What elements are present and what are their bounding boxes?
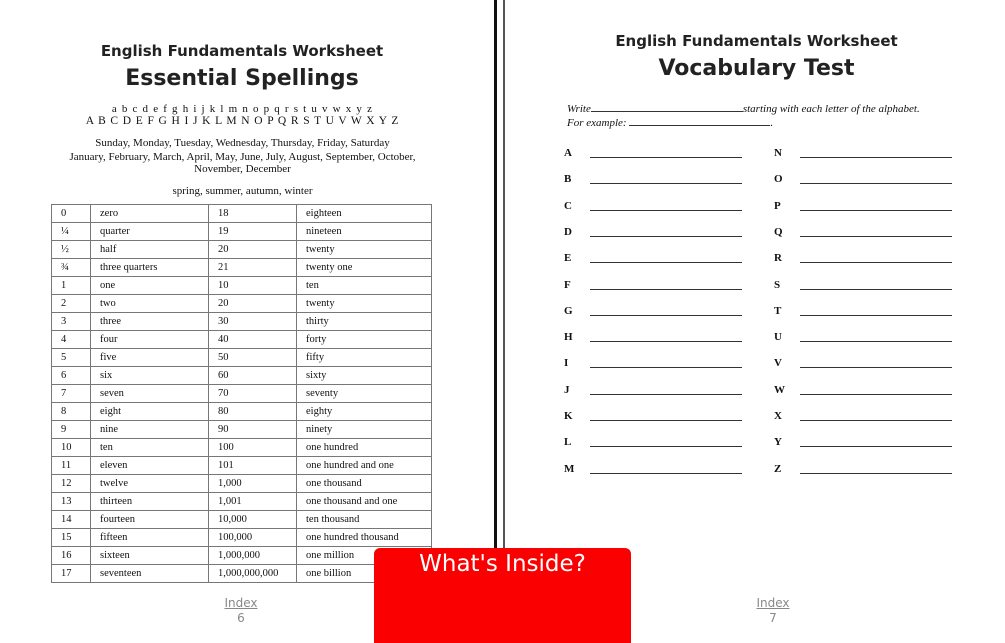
vocab-letter: S [774,278,781,291]
table-cell: twelve [91,475,209,493]
table-cell: 13 [52,493,91,511]
vocab-answer-blank[interactable] [800,236,952,237]
vocab-answer-blank[interactable] [590,210,742,211]
table-cell: 17 [52,565,91,583]
table-cell: 20 [209,295,297,313]
table-cell: 10 [52,439,91,457]
vocab-row [774,384,964,398]
table-cell: thirteen [91,493,209,511]
table-cell: seventeen [91,565,209,583]
vocab-answer-blank[interactable] [590,446,742,447]
table-cell: 10,000 [209,511,297,529]
vocab-letter: F [564,278,571,291]
instruction-line [567,101,920,116]
whats-inside-banner[interactable] [374,548,631,643]
table-cell: one million [297,547,432,565]
table-cell: twenty [297,295,432,313]
page-number: 6 [237,611,245,625]
table-row [52,313,432,331]
vocab-row [774,252,964,266]
table-cell: 19 [209,223,297,241]
example-period: . [770,117,774,129]
table-row [52,259,432,277]
table-row [52,223,432,241]
table-cell: ten thousand [297,511,432,529]
table-row [52,403,432,421]
table-cell: quarter [91,223,209,241]
vocab-letter: Z [774,462,782,475]
vocab-row [564,463,754,477]
table-cell: sixteen [91,547,209,565]
table-cell: ninety [297,421,432,439]
vocab-letter: V [774,357,782,370]
table-cell: forty [297,331,432,349]
table-cell: ten [297,277,432,295]
table-cell: 100 [209,439,297,457]
months-of-year: January, February, March, April, May, June, July, August, September, October, November, December [69,151,416,175]
table-cell: 9 [52,421,91,439]
table-cell: 40 [209,331,297,349]
vocab-answer-blank[interactable] [800,157,952,158]
table-row [52,331,432,349]
table-cell: eight [91,403,209,421]
index-link[interactable]: Index [224,596,258,610]
vocab-row [774,357,964,371]
vocab-letter: T [774,304,782,317]
vocab-answer-blank[interactable] [590,341,742,342]
table-row [52,529,432,547]
table-cell: sixty [297,367,432,385]
vocab-answer-blank[interactable] [590,473,742,474]
vocab-row [774,173,964,187]
table-cell: 90 [209,421,297,439]
vocab-answer-blank[interactable] [590,236,742,237]
vocab-row [564,410,754,424]
vocab-row [774,279,964,293]
vocab-letter: U [774,331,782,344]
table-cell: 3 [52,313,91,331]
vocab-row [564,200,754,214]
table-cell: 12 [52,475,91,493]
seasons: spring, summer, autumn, winter [172,185,313,197]
table-cell: three quarters [91,259,209,277]
vocab-letter: I [564,357,569,370]
table-cell: zero [91,205,209,223]
vocab-letter: N [774,147,782,159]
table-cell: 20 [209,241,297,259]
table-cell: 50 [209,349,297,367]
table-cell: 18 [209,205,297,223]
table-cell: 1,000 [209,475,297,493]
vocab-letter: X [774,410,782,422]
page-number: 7 [769,611,777,625]
instruction-write: Write [567,103,591,115]
vocab-letter: R [774,252,782,265]
table-cell: one thousand [297,475,432,493]
page-footer [743,596,803,626]
table-cell: fifteen [91,529,209,547]
vocab-answer-blank[interactable] [800,210,952,211]
page-heading: Vocabulary Test [658,56,855,81]
table-cell: 7 [52,385,91,403]
table-cell: twenty [297,241,432,259]
table-cell: half [91,241,209,259]
vocab-answer-blank[interactable] [590,262,742,263]
table-row [52,277,432,295]
banner-label: What's Inside? [419,551,586,577]
vocab-answer-blank[interactable] [800,183,952,184]
vocab-row [564,305,754,319]
example-blank [629,115,770,126]
vocab-row [564,252,754,266]
table-cell: 11 [52,457,91,475]
table-row [52,205,432,223]
vocab-letter: W [774,383,785,396]
vocab-letter: Q [774,225,783,238]
table-cell: 15 [52,529,91,547]
table-row [52,385,432,403]
table-cell: one hundred and one [297,457,432,475]
table-cell: 1 [52,277,91,295]
table-cell: 70 [209,385,297,403]
days-of-week: Sunday, Monday, Tuesday, Wednesday, Thursday, Friday, Saturday [95,137,390,149]
table-cell: 10 [209,277,297,295]
vocab-letter: P [774,199,781,212]
table-cell: one hundred thousand [297,529,432,547]
table-cell: ten [91,439,209,457]
left-page [0,0,494,643]
table-row [52,457,432,475]
table-cell: 1,001 [209,493,297,511]
table-cell: 14 [52,511,91,529]
vocab-letter: L [564,436,572,449]
table-cell: seventy [297,385,432,403]
worksheet-series-title: English Fundamentals Worksheet [100,42,384,60]
uppercase-alphabet: A B C D E F G H I J K L M N O P Q R S T U V W X Y Z [85,115,400,127]
table-cell: 0 [52,205,91,223]
page-divider [503,0,505,643]
table-cell: 101 [209,457,297,475]
vocab-row [564,384,754,398]
vocab-answer-blank[interactable] [800,341,952,342]
vocab-answer-blank[interactable] [590,183,742,184]
vocab-answer-blank[interactable] [800,473,952,474]
table-cell: fifty [297,349,432,367]
table-row [52,475,432,493]
vocab-answer-blank[interactable] [800,446,952,447]
vocab-letter: B [564,173,572,186]
table-cell: nineteen [297,223,432,241]
table-cell: 6 [52,367,91,385]
vocab-answer-blank[interactable] [800,262,952,263]
table-cell: ¼ [52,223,91,241]
table-cell: 1,000,000,000 [209,565,297,583]
vocab-row [564,331,754,345]
table-cell: thirty [297,313,432,331]
example-label: For example: [567,117,627,129]
vocab-row [774,305,964,319]
table-cell: 16 [52,547,91,565]
vocab-row [774,226,964,240]
vocab-row [774,410,964,424]
table-cell: twenty one [297,259,432,277]
vocab-answer-blank[interactable] [590,367,742,368]
vocab-row [564,226,754,240]
table-cell: eighteen [297,205,432,223]
vocab-letter: H [564,331,573,344]
vocab-letter: A [564,147,572,159]
table-cell: 100,000 [209,529,297,547]
table-cell: seven [91,385,209,403]
vocab-row [774,147,964,161]
table-cell: 60 [209,367,297,385]
vocab-answer-blank[interactable] [800,315,952,316]
vocab-row [774,200,964,214]
table-cell: ½ [52,241,91,259]
vocab-letter: G [564,304,573,317]
vocab-letter: C [564,199,572,212]
vocab-answer-blank[interactable] [800,394,952,395]
table-row [52,349,432,367]
table-row [52,439,432,457]
instruction-blank [591,101,743,112]
vocab-answer-blank[interactable] [800,289,952,290]
worksheet-series-title: English Fundamentals Worksheet [615,32,898,50]
table-row [52,421,432,439]
table-cell: 30 [209,313,297,331]
table-cell: one billion [297,565,432,583]
table-row [52,241,432,259]
vocab-row [564,436,754,450]
vocab-row [564,279,754,293]
vocab-answer-blank[interactable] [590,420,742,421]
table-cell: 2 [52,295,91,313]
vocab-letter: D [564,225,572,238]
vocab-answer-blank[interactable] [800,420,952,421]
vocab-row [564,147,754,161]
vocab-letter: M [564,462,575,475]
table-cell: fourteen [91,511,209,529]
vocab-letter: E [564,252,572,265]
table-cell: nine [91,421,209,439]
table-row [52,367,432,385]
table-row [52,295,432,313]
table-cell: 80 [209,403,297,421]
table-cell: eighty [297,403,432,421]
vocab-row [774,463,964,477]
table-cell: four [91,331,209,349]
table-cell: three [91,313,209,331]
example-line [567,115,773,130]
table-row [52,493,432,511]
vocab-answer-blank[interactable] [800,367,952,368]
table-cell: one [91,277,209,295]
vocab-answer-blank[interactable] [590,315,742,316]
vocab-letter: K [564,410,573,422]
table-cell: six [91,367,209,385]
table-row [52,511,432,529]
index-link[interactable]: Index [756,596,790,610]
vocab-row [564,357,754,371]
vocab-letter: Y [774,436,782,449]
table-cell: 8 [52,403,91,421]
table-cell: one thousand and one [297,493,432,511]
table-cell: ¾ [52,259,91,277]
page-footer [211,596,271,626]
vocab-row [774,436,964,450]
page-heading: Essential Spellings [125,66,359,91]
vocab-answer-blank[interactable] [590,394,742,395]
instruction-rest: starting with each letter of the alphabet. [742,103,920,115]
vocab-letter: J [564,383,570,396]
vocab-row [774,331,964,345]
table-cell: eleven [91,457,209,475]
vocab-answer-blank[interactable] [590,289,742,290]
number-spelling-table [51,204,432,583]
table-cell: five [91,349,209,367]
table-cell: 4 [52,331,91,349]
right-page [508,0,1005,643]
vocab-letter: O [774,173,783,186]
lowercase-alphabet: a b c d e f g h i j k l m n o p q r s t u v w x y z [111,103,374,115]
table-cell: one hundred [297,439,432,457]
table-cell: 21 [209,259,297,277]
table-cell: 1,000,000 [209,547,297,565]
page-divider [494,0,497,643]
table-cell: 5 [52,349,91,367]
vocab-answer-blank[interactable] [590,157,742,158]
table-cell: two [91,295,209,313]
vocab-row [564,173,754,187]
